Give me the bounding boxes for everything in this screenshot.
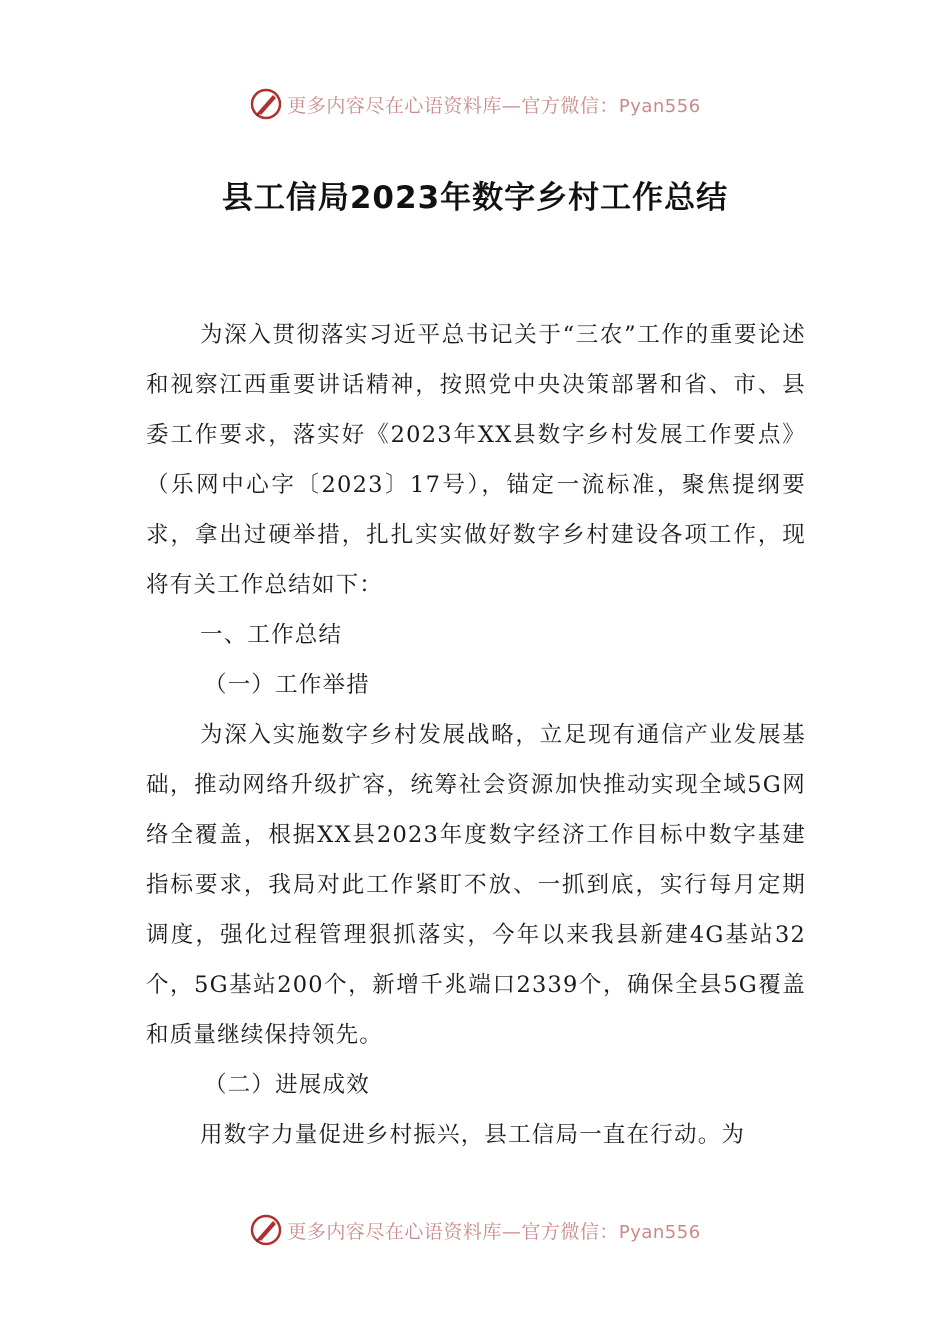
measures-paragraph: 为深入实施数字乡村发展战略，立足现有通信产业发展基础，推动网络升级扩容，统筹社会资源加快推动实现全域5G网络全覆盖，根据XX县2023年度数字经济工作目标中数字基建指标要求，我局对此工作紧盯不放、一抓到底，实行每月定期调度，强化过程管理狠抓落实，今年以来我县新建4G基站32个，5G基站200个，新增千兆端口2339个，确保全县5G覆盖和质量继续保持领先。 <box>146 722 806 1048</box>
section-heading: 一、工作总结 <box>200 622 343 648</box>
watermark-top <box>0 84 950 124</box>
page-title: 县工信局2023年数字乡村工作总结 <box>221 180 729 216</box>
subsection-heading-progress: （二）进展成效 <box>204 1072 370 1098</box>
subsection-heading-measures: （一）工作举措 <box>204 672 370 698</box>
pen-logo-icon <box>249 87 283 121</box>
progress-paragraph: 用数字力量促进乡村振兴，县工信局一直在行动。为 <box>200 1122 746 1148</box>
pen-logo-icon <box>249 1213 283 1247</box>
watermark-text: 更多内容尽在心语资料库—官方微信：Pyan556 <box>287 94 701 117</box>
watermark-text: 更多内容尽在心语资料库—官方微信：Pyan556 <box>287 1220 701 1243</box>
watermark-bottom <box>0 1210 950 1250</box>
document-body <box>146 310 806 1160</box>
intro-paragraph: 为深入贯彻落实习近平总书记关于“三农”工作的重要论述和视察江西重要讲话精神，按照党中央决策部署和省、市、县委工作要求，落实好《2023年XX县数字乡村发展工作要点》（乐网中心字〔2023〕17号），锚定一流标准，聚焦提纲要求，拿出过硬举措，扎扎实实做好数字乡村建设各项工作，现将有关工作总结如下： <box>146 322 806 598</box>
